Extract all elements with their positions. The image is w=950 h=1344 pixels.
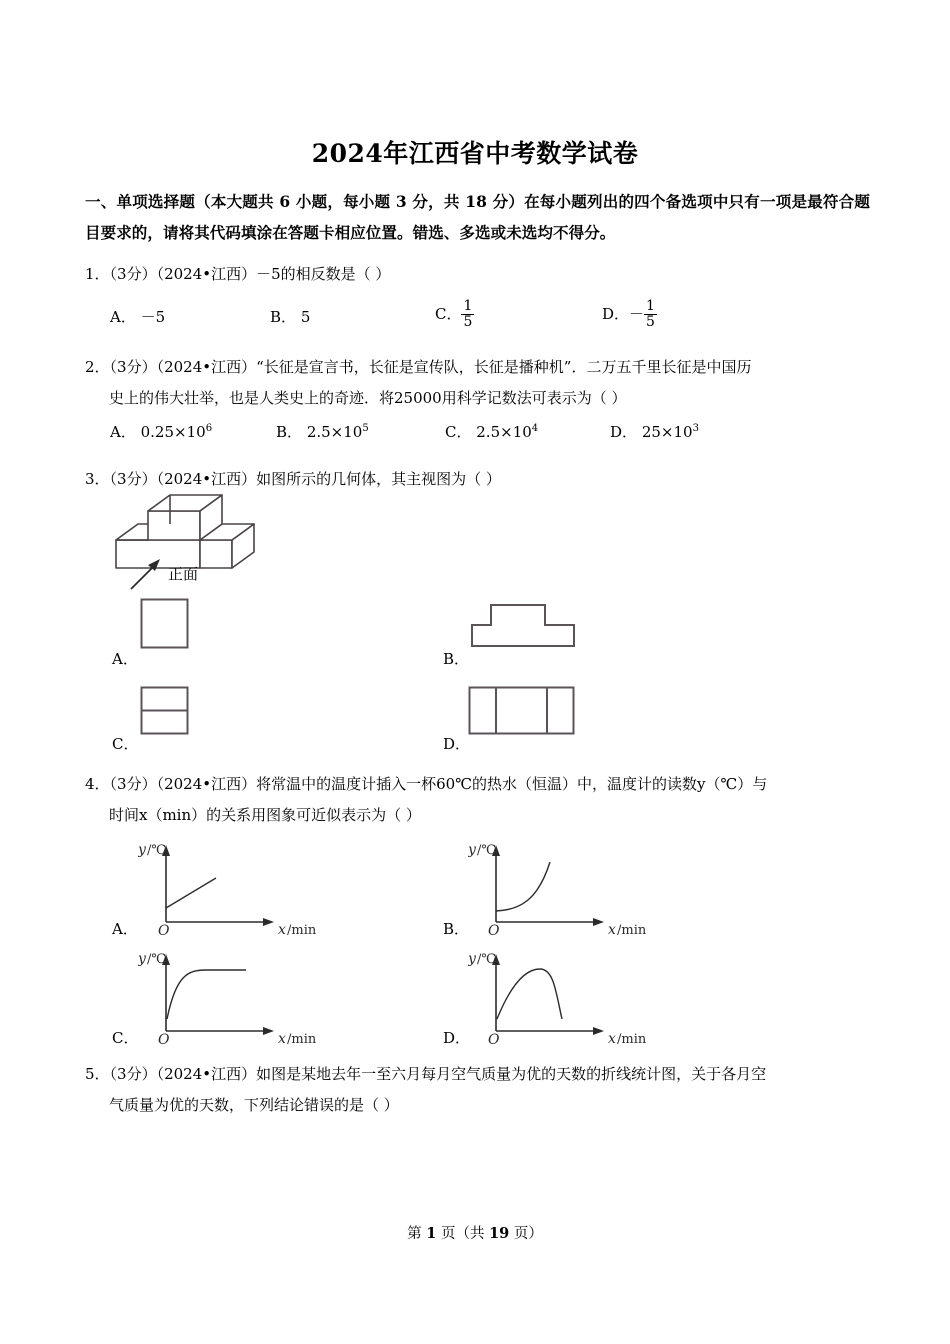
option-2-b-letter: B．: [276, 423, 303, 441]
option-4-c-graph[interactable]: [138, 949, 328, 1048]
question-5-stem-line2: 气质量为优的天数，下列结论错误的是（ ）: [109, 1096, 399, 1114]
x-axis-arrow-icon: [263, 1027, 274, 1035]
question-1-stem: －5的相反数是（ ）: [256, 265, 391, 283]
option-4-c-letter[interactable]: C．: [112, 1029, 139, 1047]
graph-concave-saturating-svg: [138, 949, 328, 1044]
question-2-score: （3分）: [109, 358, 157, 376]
option-4-a-graph[interactable]: [138, 840, 328, 939]
question-3-number: 3．: [85, 470, 110, 488]
question-2-source: （2024•江西）: [156, 358, 257, 376]
option-4-a-xlabel: x: [278, 922, 286, 935]
option-4-d-graph[interactable]: [468, 949, 658, 1048]
option-1-d-sign: －: [629, 305, 645, 324]
option-2-a-mantissa: 0.25×10: [140, 423, 206, 441]
question-2-stem-line2: 史上的伟大壮举，也是人类史上的奇迹．将25000用科学记数法可表示为（ ）: [109, 389, 627, 407]
option-1-b[interactable]: [270, 304, 310, 330]
option-2-b-exponent: 5: [362, 423, 369, 434]
option-2-d-letter: D．: [610, 423, 638, 441]
option-2-b[interactable]: [276, 419, 369, 445]
option-1-d-letter: D．: [602, 305, 630, 324]
x-axis-arrow-icon: [593, 918, 604, 926]
option-4-a-letter[interactable]: A．: [112, 920, 138, 938]
footer-total-pages: 19: [489, 1225, 510, 1242]
solid-step-front: [200, 540, 232, 568]
option-1-c-denominator: 5: [463, 313, 473, 330]
question-4-score: （3分）: [109, 775, 157, 793]
question-3-score: （3分）: [109, 470, 157, 488]
option-3-a-shape[interactable]: [140, 598, 190, 654]
option-1-a[interactable]: [110, 304, 165, 330]
option-1-d-fraction: [644, 299, 657, 329]
option-4-d-origin: O: [488, 1032, 500, 1044]
option-4-b-xlabel: x: [608, 922, 616, 935]
x-axis-arrow-icon: [593, 1027, 604, 1035]
option-4-b-ylabel: y: [468, 842, 476, 858]
option-4-b-letter[interactable]: B．: [443, 920, 470, 938]
svg-text:/min: /min: [287, 923, 317, 935]
option-1-d-denominator: 5: [646, 313, 655, 330]
option-1-c-numerator: 1: [463, 298, 473, 314]
option-1-a-letter: A．: [110, 308, 136, 326]
option-1-c-fraction: [461, 299, 474, 329]
option-4-c-ylabel: y: [138, 951, 146, 967]
question-4-stem-line2: 时间x（min）的关系用图象可近似表示为（ ）: [109, 806, 421, 824]
svg-text:/min: /min: [617, 1032, 647, 1044]
question-3-stem: 如图所示的几何体，其主视图为（ ）: [256, 470, 501, 488]
option-4-d-ylabel: y: [468, 951, 476, 967]
svg-text:/℃: /℃: [477, 843, 496, 858]
option-4-d-letter[interactable]: D．: [443, 1029, 471, 1047]
option-2-c-mantissa: 2.5×10: [476, 423, 532, 441]
option-3-d-letter[interactable]: D．: [443, 735, 471, 753]
option-4-c-origin: O: [158, 1032, 170, 1044]
option-2-d[interactable]: [610, 419, 699, 445]
option-1-c-letter: C．: [435, 305, 462, 324]
option-4-a-ylabel: y: [138, 842, 146, 858]
graph-rise-then-fall-svg: [468, 949, 658, 1044]
option-2-b-mantissa: 2.5×10: [306, 423, 363, 441]
option-2-c-exponent: 4: [531, 423, 539, 434]
page-footer: [0, 1222, 950, 1243]
option-3-b-shape[interactable]: [468, 600, 578, 654]
svg-text:/℃: /℃: [147, 843, 166, 858]
option-3-c-letter[interactable]: C．: [112, 735, 139, 753]
question-1-number: 1．: [85, 265, 110, 283]
graph-convex-increasing-svg: [468, 840, 658, 935]
question-4-stem-line1: 将常温中的温度计插入一杯60℃的热水（恒温）中，温度计的读数y（℃）与: [256, 775, 768, 793]
page-title: 2024年江西省中考数学试卷: [311, 139, 639, 168]
question-4-source: （2024•江西）: [156, 775, 257, 793]
option-4-c-xlabel: x: [278, 1031, 286, 1044]
footer-suffix: 页）: [509, 1226, 543, 1242]
solid-middle-front: [148, 511, 200, 540]
option-2-a-exponent: 6: [205, 423, 213, 434]
question-4-number: 4．: [85, 775, 110, 793]
option-4-d-xlabel: x: [608, 1031, 616, 1044]
option-3-b-letter[interactable]: B．: [443, 650, 470, 668]
question-2-options: [110, 419, 870, 449]
option-1-c[interactable]: [435, 300, 474, 330]
question-2-number: 2．: [85, 358, 110, 376]
option-2-a[interactable]: [110, 419, 212, 445]
question-3-front-label: 正面: [168, 565, 199, 583]
option-2-d-mantissa: 25×10: [641, 423, 693, 441]
question-3-front-arrow: [128, 556, 170, 596]
option-2-a-letter: A．: [110, 423, 136, 441]
footer-prefix: 第: [407, 1226, 427, 1242]
square-shape-icon: [140, 598, 190, 650]
graph-linear-increasing-svg: [138, 840, 328, 935]
option-1-b-letter: B．: [270, 308, 297, 326]
svg-text:/min: /min: [287, 1032, 317, 1044]
svg-text:/min: /min: [617, 923, 647, 935]
question-5-number: 5．: [85, 1065, 110, 1083]
front-direction-arrow-icon: [128, 556, 170, 592]
section-heading: 一、单项选择题（本大题共 6 小题，每小题 3 分，共 18 分）在每小题列出的四个备选项中只有一项是最符合题目要求的，请将其代码填涂在答题卡相应位置。错选、多选或未选均不得分。: [85, 192, 870, 242]
square-split-horizontal-icon: [140, 686, 190, 736]
question-2: [85, 352, 871, 414]
option-2-d-exponent: 3: [692, 423, 699, 434]
svg-text:/℃: /℃: [147, 952, 166, 967]
question-5-source: （2024•江西）: [156, 1065, 257, 1083]
question-1-source: （2024•江西）: [156, 265, 257, 283]
question-5-stem-line1: 如图是某地去年一至六月每月空气质量为优的天数的折线统计图，关于各月空: [256, 1065, 767, 1083]
question-1-options: [110, 300, 870, 334]
option-1-d[interactable]: [602, 300, 657, 330]
option-4-b-origin: O: [488, 923, 500, 935]
question-5-score: （3分）: [109, 1065, 157, 1083]
question-1-score: （3分）: [109, 265, 157, 283]
option-4-a-origin: O: [158, 923, 170, 935]
option-1-a-text: －5: [140, 308, 166, 326]
option-3-d-shape[interactable]: [468, 686, 576, 740]
rect-split-three-icon: [468, 686, 576, 736]
option-1-b-text: 5: [300, 308, 311, 326]
footer-page-number: 1: [426, 1225, 437, 1242]
question-4: [85, 769, 871, 831]
question-1: [85, 259, 871, 290]
option-2-c-letter: C．: [445, 423, 472, 441]
option-1-d-numerator: 1: [646, 298, 655, 314]
question-3-source: （2024•江西）: [156, 470, 257, 488]
option-3-c-shape[interactable]: [140, 686, 190, 740]
option-2-c[interactable]: [445, 419, 538, 445]
question-5: [85, 1059, 871, 1121]
footer-middle: 页（共: [436, 1226, 490, 1242]
option-3-a-letter[interactable]: A．: [112, 650, 138, 668]
t-shape-icon: [468, 600, 578, 650]
question-2-stem-line1: “长征是宣言书，长征是宣传队，长征是播种机”．二万五千里长征是中国历: [256, 358, 752, 376]
option-4-b-graph[interactable]: [468, 840, 658, 939]
x-axis-arrow-icon: [263, 918, 274, 926]
svg-text:/℃: /℃: [477, 952, 496, 967]
